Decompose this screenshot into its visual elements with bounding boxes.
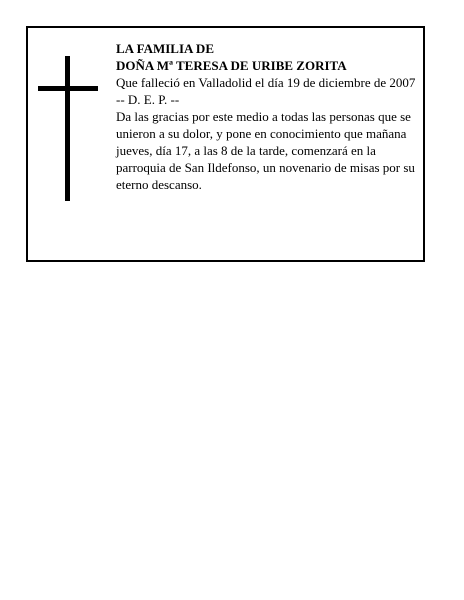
cross-vertical-bar — [65, 56, 70, 201]
obituary-notice — [26, 26, 425, 262]
deceased-name: DOÑA Mª TERESA DE URIBE ZORITA — [116, 58, 347, 73]
family-heading: LA FAMILIA DE — [116, 41, 214, 56]
rip-line: -- D. E. P. -- — [116, 92, 180, 107]
notice-body: Da las gracias por este medio a todas las personas que se unieron a su dolor, y pone en conocimiento que mañana jueves, día 17, a las 8 de la tarde, comenzará en la parroquia de San Ildefonso, un novenario de misas por su eterno descanso. — [116, 109, 415, 192]
cross-icon — [38, 56, 98, 201]
cross-horizontal-bar — [38, 86, 98, 91]
notice-text — [116, 40, 416, 193]
death-info: Que falleció en Valladolid el día 19 de diciembre de 2007 — [116, 75, 416, 90]
